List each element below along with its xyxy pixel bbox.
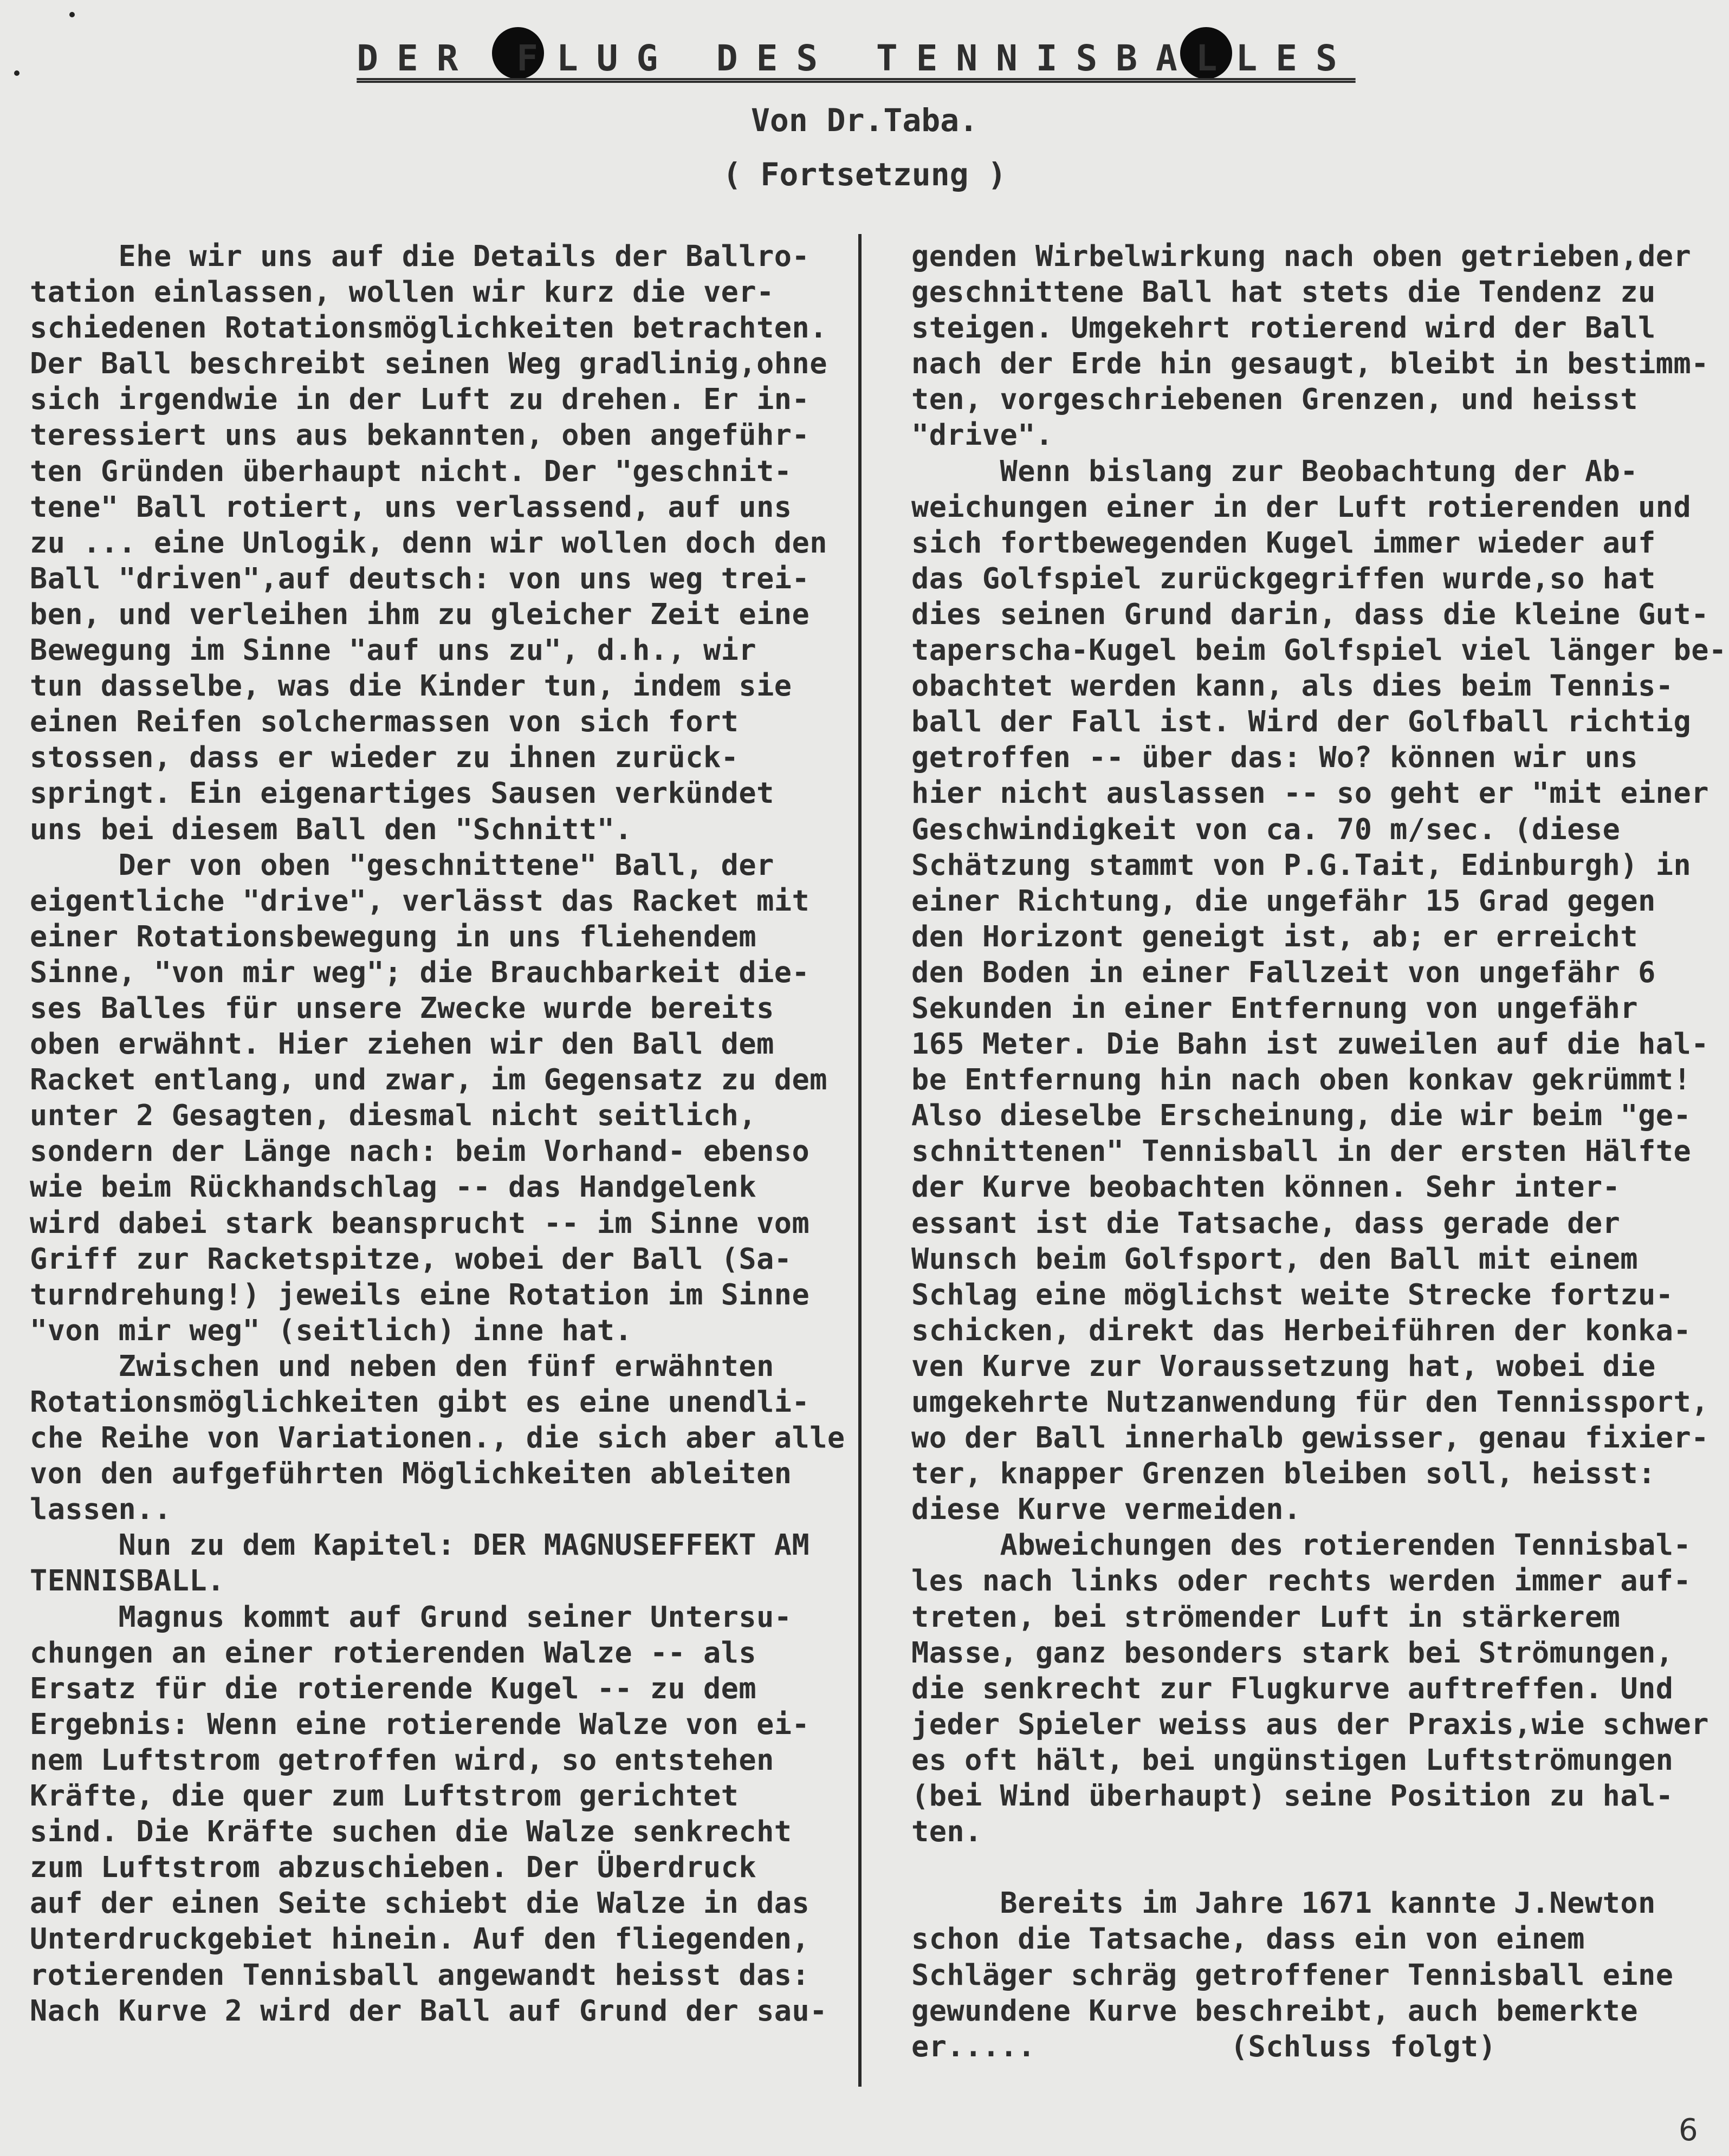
text-line: hier nicht auslassen -- so geht er "mit einer — [911, 776, 1709, 810]
text-line: sich fortbewegenden Kugel immer wieder auf — [911, 525, 1656, 560]
text-line: "drive". — [911, 418, 1053, 452]
text-line: sich irgendwie in der Luft zu drehen. Er in- — [30, 382, 810, 417]
text-line: ten. — [911, 1814, 982, 1849]
text-line — [911, 1849, 1724, 1885]
text-line: umgekehrte Nutzanwendung für den Tennissport, — [911, 1385, 1709, 1419]
right-column — [911, 238, 1727, 2064]
text-line: einer Rotationsbewegung in uns fliehendem — [30, 919, 757, 953]
text-line: Der von oben "geschnittene" Ball, der — [30, 847, 774, 882]
text-line: er..... (Schluss folgt) — [911, 2029, 1497, 2063]
text-line: Unterdruckgebiet hinein. Auf den fliegenden, — [30, 1921, 810, 1956]
text-line: dies seinen Grund darin, dass die kleine Gut- — [911, 596, 1709, 631]
text-line: steigen. Umgekehrt rotierend wird der Ball — [911, 310, 1656, 345]
text-line: unter 2 Gesagten, diesmal nicht seitlich, — [30, 1098, 757, 1133]
text-line: schon die Tatsache, dass ein von einem — [911, 1921, 1585, 1956]
text-line: Ball "driven",auf deutsch: von uns weg trei- — [30, 561, 810, 595]
left-column — [30, 238, 856, 2029]
text-line: lassen.. — [30, 1492, 172, 1527]
text-line: die senkrecht zur Flugkurve auftreffen. Und — [911, 1671, 1674, 1705]
text-line: Magnus kommt auf Grund seiner Untersu- — [30, 1599, 792, 1634]
text-line: Abweichungen des rotierenden Tennisbal- — [911, 1528, 1692, 1562]
text-line: Nun zu dem Kapitel: DER MAGNUSEFFEKT AM — [30, 1528, 810, 1562]
text-line: ten, vorgeschriebenen Grenzen, und heisst — [911, 382, 1639, 417]
text-line: uns bei diesem Ball den "Schnitt". — [30, 811, 633, 846]
text-line: taperscha-Kugel beim Golfspiel viel länger be- — [911, 633, 1727, 667]
text-line: 165 Meter. Die Bahn ist zuweilen auf die hal- — [911, 1027, 1709, 1061]
text-line: einer Richtung, die ungefähr 15 Grad gegen — [911, 883, 1656, 918]
text-line: Ergebnis: Wenn eine rotierende Walze von ei- — [30, 1706, 810, 1741]
text-line: tun dasselbe, was die Kinder tun, indem sie — [30, 668, 792, 703]
text-line: turndrehung!) jeweils eine Rotation im Sinne — [30, 1277, 810, 1311]
text-line: ben, und verleihen ihm zu gleicher Zeit eine — [30, 596, 810, 631]
text-line: Wenn bislang zur Beobachtung der Ab- — [911, 453, 1639, 488]
text-line: ven Kurve zur Voraussetzung hat, wobei die — [911, 1348, 1656, 1383]
text-line: Racket entlang, und zwar, im Gegensatz zu dem — [30, 1062, 827, 1097]
text-line: zum Luftstrom abzuschieben. Der Überdruck — [30, 1850, 757, 1885]
text-line: auf der einen Seite schiebt die Walze in das — [30, 1886, 810, 1920]
text-line: nem Luftstrom getroffen wird, so entstehen — [30, 1742, 774, 1777]
text-line: Kräfte, die quer zum Luftstrom gerichtet — [30, 1778, 739, 1813]
text-line: getroffen -- über das: Wo? können wir uns — [911, 740, 1639, 775]
text-line: oben erwähnt. Hier ziehen wir den Ball dem — [30, 1027, 774, 1061]
text-line: be Entfernung hin nach oben konkav gekrümmt! — [911, 1062, 1692, 1097]
column-divider — [858, 234, 862, 2087]
text-line: Geschwindigkeit von ca. 70 m/sec. (diese — [911, 811, 1621, 846]
text-line: nach der Erde hin gesaugt, bleibt in bestimm- — [911, 346, 1709, 381]
text-line: treten, bei strömender Luft in stärkerem — [911, 1599, 1621, 1634]
text-line: obachtet werden kann, als dies beim Tennis- — [911, 668, 1674, 703]
text-line: Wunsch beim Golfsport, den Ball mit einem — [911, 1241, 1639, 1276]
text-line: sind. Die Kräfte suchen die Walze senkrecht — [30, 1814, 792, 1849]
text-line: Zwischen und neben den fünf erwähnten — [30, 1348, 774, 1383]
text-line: eigentliche "drive", verlässt das Racket mit — [30, 883, 810, 918]
text-line: Der Ball beschreibt seinen Weg gradlinig,ohne — [30, 346, 827, 381]
text-line: springt. Ein eigenartiges Sausen verkündet — [30, 776, 774, 810]
text-line: ball der Fall ist. Wird der Golfball richtig — [911, 704, 1692, 739]
text-line: Sinne, "von mir weg"; die Brauchbarkeit die- — [30, 954, 810, 989]
text-line: tation einlassen, wollen wir kurz die ver- — [30, 275, 774, 309]
author-line: Von Dr.Taba. — [750, 102, 979, 139]
paper-speck — [69, 12, 75, 17]
text-line: TENNISBALL. — [30, 1563, 225, 1598]
text-line: Bereits im Jahre 1671 kannte J.Newton — [911, 1886, 1656, 1920]
text-line: teressiert uns aus bekannten, oben angeführ- — [30, 418, 810, 452]
text-line: Schätzung stammt von P.G.Tait, Edinburgh) in — [911, 847, 1692, 882]
text-line: schnittenen" Tennisball in der ersten Hälfte — [911, 1134, 1692, 1168]
text-line: diese Kurve vermeiden. — [911, 1492, 1301, 1527]
text-line: genden Wirbelwirkung nach oben getrieben,der — [911, 239, 1692, 273]
text-line: Griff zur Racketspitze, wobei der Ball (Sa- — [30, 1241, 792, 1276]
text-line: essant ist die Tatsache, dass gerade der — [911, 1205, 1621, 1240]
text-line: weichungen einer in der Luft rotierenden und — [911, 489, 1692, 524]
text-line: Sekunden in einer Entfernung von ungefähr — [911, 990, 1639, 1025]
text-line: Schläger schräg getroffener Tennisball eine — [911, 1957, 1674, 1992]
text-line: che Reihe von Variationen., die sich aber alle — [30, 1420, 845, 1455]
text-line: ter, knapper Grenzen bleiben soll, heisst: — [911, 1456, 1656, 1491]
text-line: schiedenen Rotationsmöglichkeiten betrachten. — [30, 310, 827, 345]
text-line: von den aufgeführten Möglichkeiten ableiten — [30, 1456, 792, 1491]
text-line: (bei Wind überhaupt) seine Position zu hal- — [911, 1778, 1674, 1813]
text-line: einen Reifen solchermassen von sich fort — [30, 704, 739, 739]
text-line: Ersatz für die rotierende Kugel -- zu dem — [30, 1671, 757, 1705]
text-line: das Golfspiel zurückgegriffen wurde,so hat — [911, 561, 1656, 595]
text-line: rotierenden Tennisball angewandt heisst das: — [30, 1957, 810, 1992]
text-line: Schlag eine möglichst weite Strecke fortzu- — [911, 1277, 1674, 1311]
text-line: Also dieselbe Erscheinung, die wir beim "ge- — [911, 1098, 1692, 1133]
text-line: es oft hält, bei ungünstigen Luftströmungen — [911, 1742, 1674, 1777]
text-line: Masse, ganz besonders stark bei Strömungen, — [911, 1635, 1674, 1670]
text-line: geschnittene Ball hat stets die Tendenz zu — [911, 275, 1656, 309]
text-line: ten Gründen überhaupt nicht. Der "geschnit- — [30, 453, 792, 488]
text-line: stossen, dass er wieder zu ihnen zurück- — [30, 740, 739, 775]
continuation-note: ( Fortsetzung ) — [722, 156, 1007, 193]
text-line: wie beim Rückhandschlag -- das Handgelenk — [30, 1170, 757, 1204]
text-line: tene" Ball rotiert, uns verlassend, auf uns — [30, 489, 792, 524]
text-line: Ehe wir uns auf die Details der Ballro- — [30, 239, 810, 273]
text-line: den Horizont geneigt ist, ab; er erreicht — [911, 919, 1639, 953]
text-line: ses Balles für unsere Zwecke wurde bereits — [30, 990, 774, 1025]
text-line: gewundene Kurve beschreibt, auch bemerkte — [911, 1993, 1639, 2028]
text-line: "von mir weg" (seitlich) inne hat. — [30, 1313, 633, 1347]
page-number: 6 — [1679, 2113, 1698, 2148]
text-line: Nach Kurve 2 wird der Ball auf Grund der sau- — [30, 1993, 827, 2028]
text-line: les nach links oder rechts werden immer auf- — [911, 1563, 1692, 1598]
text-line: jeder Spieler weiss aus der Praxis,wie schwer — [911, 1706, 1709, 1741]
text-line: der Kurve beobachten können. Sehr inter- — [911, 1170, 1621, 1204]
text-line: schicken, direkt das Herbeiführen der konka- — [911, 1313, 1692, 1347]
text-line: wo der Ball innerhalb gewisser, genau fixier- — [911, 1420, 1709, 1455]
text-line: wird dabei stark beansprucht -- im Sinne vom — [30, 1205, 810, 1240]
text-line: zu ... eine Unlogik, denn wir wollen doch den — [30, 525, 827, 560]
text-line: Rotationsmöglichkeiten gibt es eine unendli- — [30, 1385, 810, 1419]
article-title: DER FLUG DES TENNISBALLES — [357, 37, 1356, 79]
paper-speck — [14, 70, 20, 76]
text-line: sondern der Länge nach: beim Vorhand- ebenso — [30, 1134, 810, 1168]
text-line: Bewegung im Sinne "auf uns zu", d.h., wir — [30, 633, 757, 667]
text-line: chungen an einer rotierenden Walze -- als — [30, 1635, 757, 1670]
text-line: den Boden in einer Fallzeit von ungefähr 6 — [911, 954, 1656, 989]
